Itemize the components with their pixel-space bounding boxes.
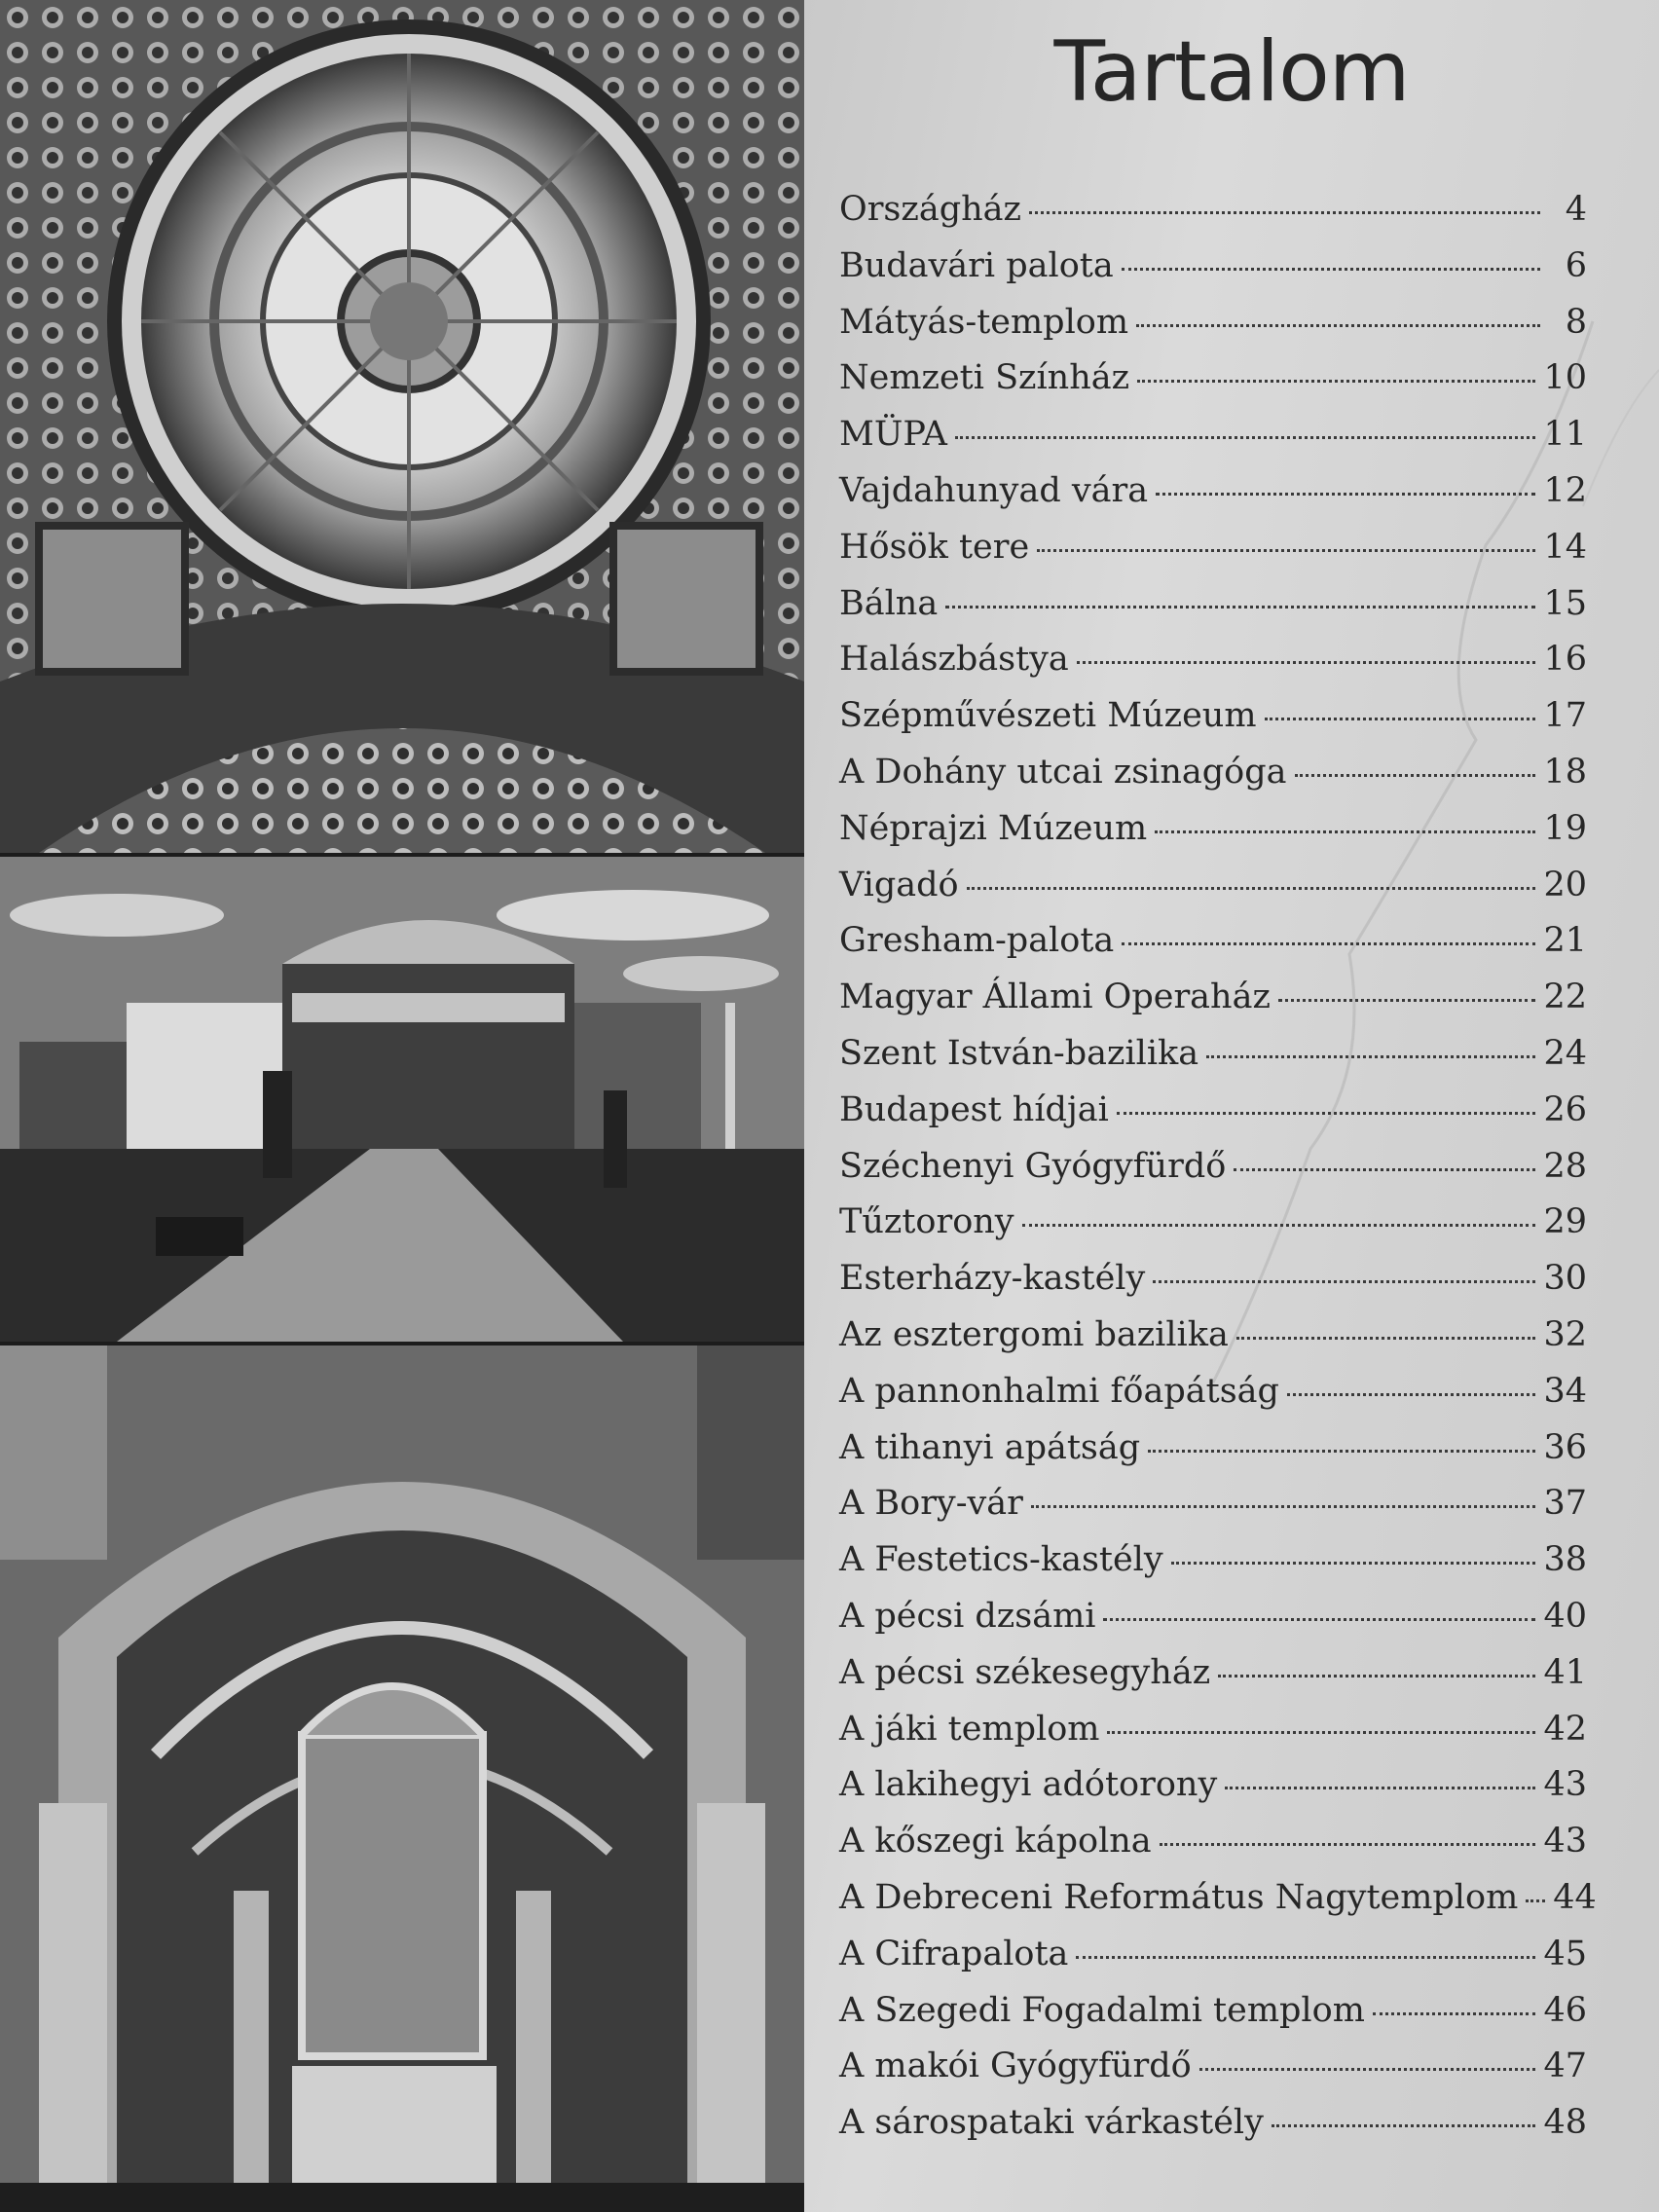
toc-entry-label: Vajdahunyad vára <box>839 470 1149 510</box>
toc-entry-label: MÜPA <box>839 415 947 455</box>
toc-page-number: 24 <box>1543 1033 1587 1073</box>
toc-dot-leader <box>1236 1337 1536 1340</box>
toc-page-number: 30 <box>1543 1259 1587 1299</box>
toc-entry <box>839 809 1587 866</box>
toc-entry-label: A Cifrapalota <box>839 1934 1069 1973</box>
photo-column <box>0 0 804 2212</box>
toc-dot-leader <box>1295 774 1536 777</box>
toc-page-number: 43 <box>1543 1765 1587 1805</box>
toc-page-number: 14 <box>1543 527 1587 567</box>
national-theatre-photo <box>0 857 804 1342</box>
toc-page-number: 22 <box>1543 977 1587 1017</box>
toc-dot-leader <box>1287 1393 1536 1396</box>
toc-entry-label: A jáki templom <box>839 1709 1100 1749</box>
toc-page-number: 20 <box>1543 865 1587 904</box>
toc-dot-leader <box>1076 1956 1535 1959</box>
toc-dot-leader <box>1037 549 1535 552</box>
toc-entry-label: A Festetics-kastély <box>839 1540 1163 1580</box>
toc-dot-leader <box>1218 1675 1535 1677</box>
dome-ceiling-photo <box>0 0 804 853</box>
toc-entry <box>839 640 1587 696</box>
toc-entry <box>839 1259 1587 1315</box>
toc-dot-leader <box>1031 1505 1536 1508</box>
toc-page-number: 8 <box>1565 302 1587 342</box>
toc-entry <box>839 358 1587 415</box>
toc-entry <box>839 2046 1587 2103</box>
toc-dot-leader <box>1156 493 1535 496</box>
toc-page-number: 38 <box>1543 1540 1587 1580</box>
toc-entry <box>839 977 1587 1034</box>
toc-entry-label: Esterházy-kastély <box>839 1259 1146 1299</box>
toc-entry-label: Vigadó <box>839 865 959 904</box>
toc-dot-leader <box>1137 380 1535 383</box>
toc-entry <box>839 528 1587 584</box>
toc-entry-label: Gresham-palota <box>839 921 1115 961</box>
toc-entry-label: Országház <box>839 190 1021 229</box>
toc-entry-label: Szent István-bazilika <box>839 1033 1199 1073</box>
toc-entry-label: Bálna <box>839 583 939 623</box>
toc-entry-label: Budavári palota <box>839 245 1114 285</box>
toc-entry <box>839 696 1587 753</box>
toc-entry <box>839 1034 1587 1090</box>
toc-dot-leader <box>1022 1224 1536 1227</box>
toc-dot-leader <box>1155 830 1535 833</box>
toc-entry <box>839 190 1587 246</box>
toc-page-number: 45 <box>1543 1934 1587 1973</box>
toc-dot-leader <box>1029 211 1540 214</box>
toc-entry <box>839 584 1587 641</box>
toc-page-number: 11 <box>1543 415 1587 455</box>
toc-entry-label: Budapest hídjai <box>839 1089 1109 1129</box>
toc-page-number: 21 <box>1543 921 1587 961</box>
toc-entry-label: Az esztergomi bazilika <box>839 1314 1229 1354</box>
toc-entry <box>839 2103 1587 2159</box>
toc-dot-leader <box>1206 1055 1535 1058</box>
toc-entry-label: Hősök tere <box>839 527 1030 567</box>
toc-dot-leader <box>1160 1843 1536 1846</box>
toc-entry <box>839 471 1587 528</box>
toc-entry <box>839 303 1587 359</box>
toc-entry <box>839 1710 1587 1766</box>
toc-page-number: 12 <box>1543 470 1587 510</box>
toc-entry <box>839 753 1587 809</box>
toc-dot-leader <box>1171 1562 1536 1565</box>
toc-entry-label: A Dohány utcai zsinagóga <box>839 752 1287 792</box>
toc-entry-label: A Bory-vár <box>839 1484 1023 1524</box>
table-of-contents-page <box>804 0 1659 2212</box>
toc-dot-leader <box>1225 1787 1535 1789</box>
toc-entry-label: A pannonhalmi főapátság <box>839 1371 1279 1411</box>
toc-page-number: 41 <box>1543 1652 1587 1692</box>
toc-entry-label: A sárospataki várkastély <box>839 2103 1264 2143</box>
toc-dot-leader <box>1278 999 1536 1002</box>
toc-dot-leader <box>945 606 1535 608</box>
toc-page-number: 44 <box>1553 1877 1597 1917</box>
toc-page-number: 19 <box>1543 808 1587 848</box>
toc-entry-label: A Debreceni Református Nagytemplom <box>839 1877 1519 1917</box>
toc-entry-label: A pécsi székesegyház <box>839 1652 1211 1692</box>
toc-entry <box>839 1147 1587 1203</box>
toc-entry <box>839 1315 1587 1372</box>
toc-entry-label: Magyar Állami Operaház <box>839 977 1271 1017</box>
toc-entry-label: Széchenyi Gyógyfürdő <box>839 1146 1227 1186</box>
toc-dot-leader <box>955 436 1536 439</box>
toc-page-number: 10 <box>1543 358 1587 398</box>
toc-page-number: 15 <box>1543 583 1587 623</box>
toc-page-number: 42 <box>1543 1709 1587 1749</box>
toc-dot-leader <box>1107 1731 1535 1734</box>
toc-page-number: 46 <box>1543 1990 1587 2030</box>
toc-entry-label: Szépművészeti Múzeum <box>839 696 1257 736</box>
toc-page-number: 28 <box>1543 1146 1587 1186</box>
toc-entry <box>839 415 1587 471</box>
toc-entry <box>839 1822 1587 1878</box>
toc-page-number: 34 <box>1543 1371 1587 1411</box>
toc-page-number: 47 <box>1543 2046 1587 2086</box>
toc-page-number: 17 <box>1543 696 1587 736</box>
toc-dot-leader <box>1117 1112 1536 1115</box>
toc-page-number: 48 <box>1543 2103 1587 2143</box>
toc-page-number: 37 <box>1543 1484 1587 1524</box>
toc-dot-leader <box>1265 718 1536 720</box>
toc-entry-label: A kőszegi kápolna <box>839 1822 1152 1862</box>
toc-entry <box>839 866 1587 922</box>
toc-entry <box>839 1428 1587 1485</box>
toc-list <box>839 190 1597 2159</box>
toc-dot-leader <box>1148 1450 1535 1453</box>
toc-entry <box>839 246 1587 303</box>
toc-dot-leader <box>1526 1899 1545 1902</box>
toc-entry <box>839 1935 1587 1991</box>
toc-dot-leader <box>1153 1280 1535 1283</box>
toc-page-number: 43 <box>1543 1822 1587 1862</box>
toc-entry-label: Néprajzi Múzeum <box>839 808 1148 848</box>
toc-entry-label: A makói Gyógyfürdő <box>839 2046 1192 2086</box>
toc-dot-leader <box>1234 1168 1535 1171</box>
toc-entry-label: Tűztorony <box>839 1202 1014 1242</box>
toc-dot-leader <box>1122 942 1535 945</box>
toc-page-number: 4 <box>1565 190 1587 229</box>
toc-entry-label: A pécsi dzsámi <box>839 1596 1096 1636</box>
toc-page-number: 26 <box>1543 1089 1587 1129</box>
toc-page-number: 16 <box>1543 640 1587 680</box>
toc-page-number: 18 <box>1543 752 1587 792</box>
toc-entry <box>839 1991 1587 2047</box>
toc-dot-leader <box>1122 268 1540 271</box>
toc-entry <box>839 1877 1597 1935</box>
toc-dot-leader <box>1136 324 1540 327</box>
toc-dot-leader <box>1103 1618 1535 1621</box>
toc-entry <box>839 1090 1587 1147</box>
toc-page-number: 40 <box>1543 1596 1587 1636</box>
page-title: Tartalom <box>1053 23 1410 121</box>
toc-entry <box>839 1484 1587 1540</box>
toc-dot-leader <box>1272 2124 1536 2127</box>
toc-entry-label: A Szegedi Fogadalmi templom <box>839 1990 1365 2030</box>
toc-entry <box>839 921 1587 977</box>
toc-entry <box>839 1765 1587 1822</box>
toc-entry-label: Halászbástya <box>839 640 1069 680</box>
toc-page-number: 6 <box>1565 245 1587 285</box>
basilica-interior-photo <box>0 1346 804 2212</box>
toc-page-number: 36 <box>1543 1427 1587 1467</box>
toc-dot-leader <box>1373 2012 1536 2015</box>
toc-entry-label: A lakihegyi adótorony <box>839 1765 1218 1805</box>
toc-entry-label: A tihanyi apátság <box>839 1427 1141 1467</box>
toc-entry <box>839 1202 1587 1259</box>
toc-dot-leader <box>967 887 1536 890</box>
toc-entry-label: Nemzeti Színház <box>839 358 1130 398</box>
toc-page-number: 29 <box>1543 1202 1587 1242</box>
toc-entry-label: Mátyás-templom <box>839 302 1129 342</box>
toc-entry <box>839 1653 1587 1710</box>
toc-entry <box>839 1540 1587 1597</box>
toc-dot-leader <box>1077 661 1536 664</box>
toc-dot-leader <box>1199 2068 1536 2071</box>
toc-entry <box>839 1597 1587 1653</box>
toc-page-number: 32 <box>1543 1314 1587 1354</box>
toc-entry <box>839 1372 1587 1428</box>
